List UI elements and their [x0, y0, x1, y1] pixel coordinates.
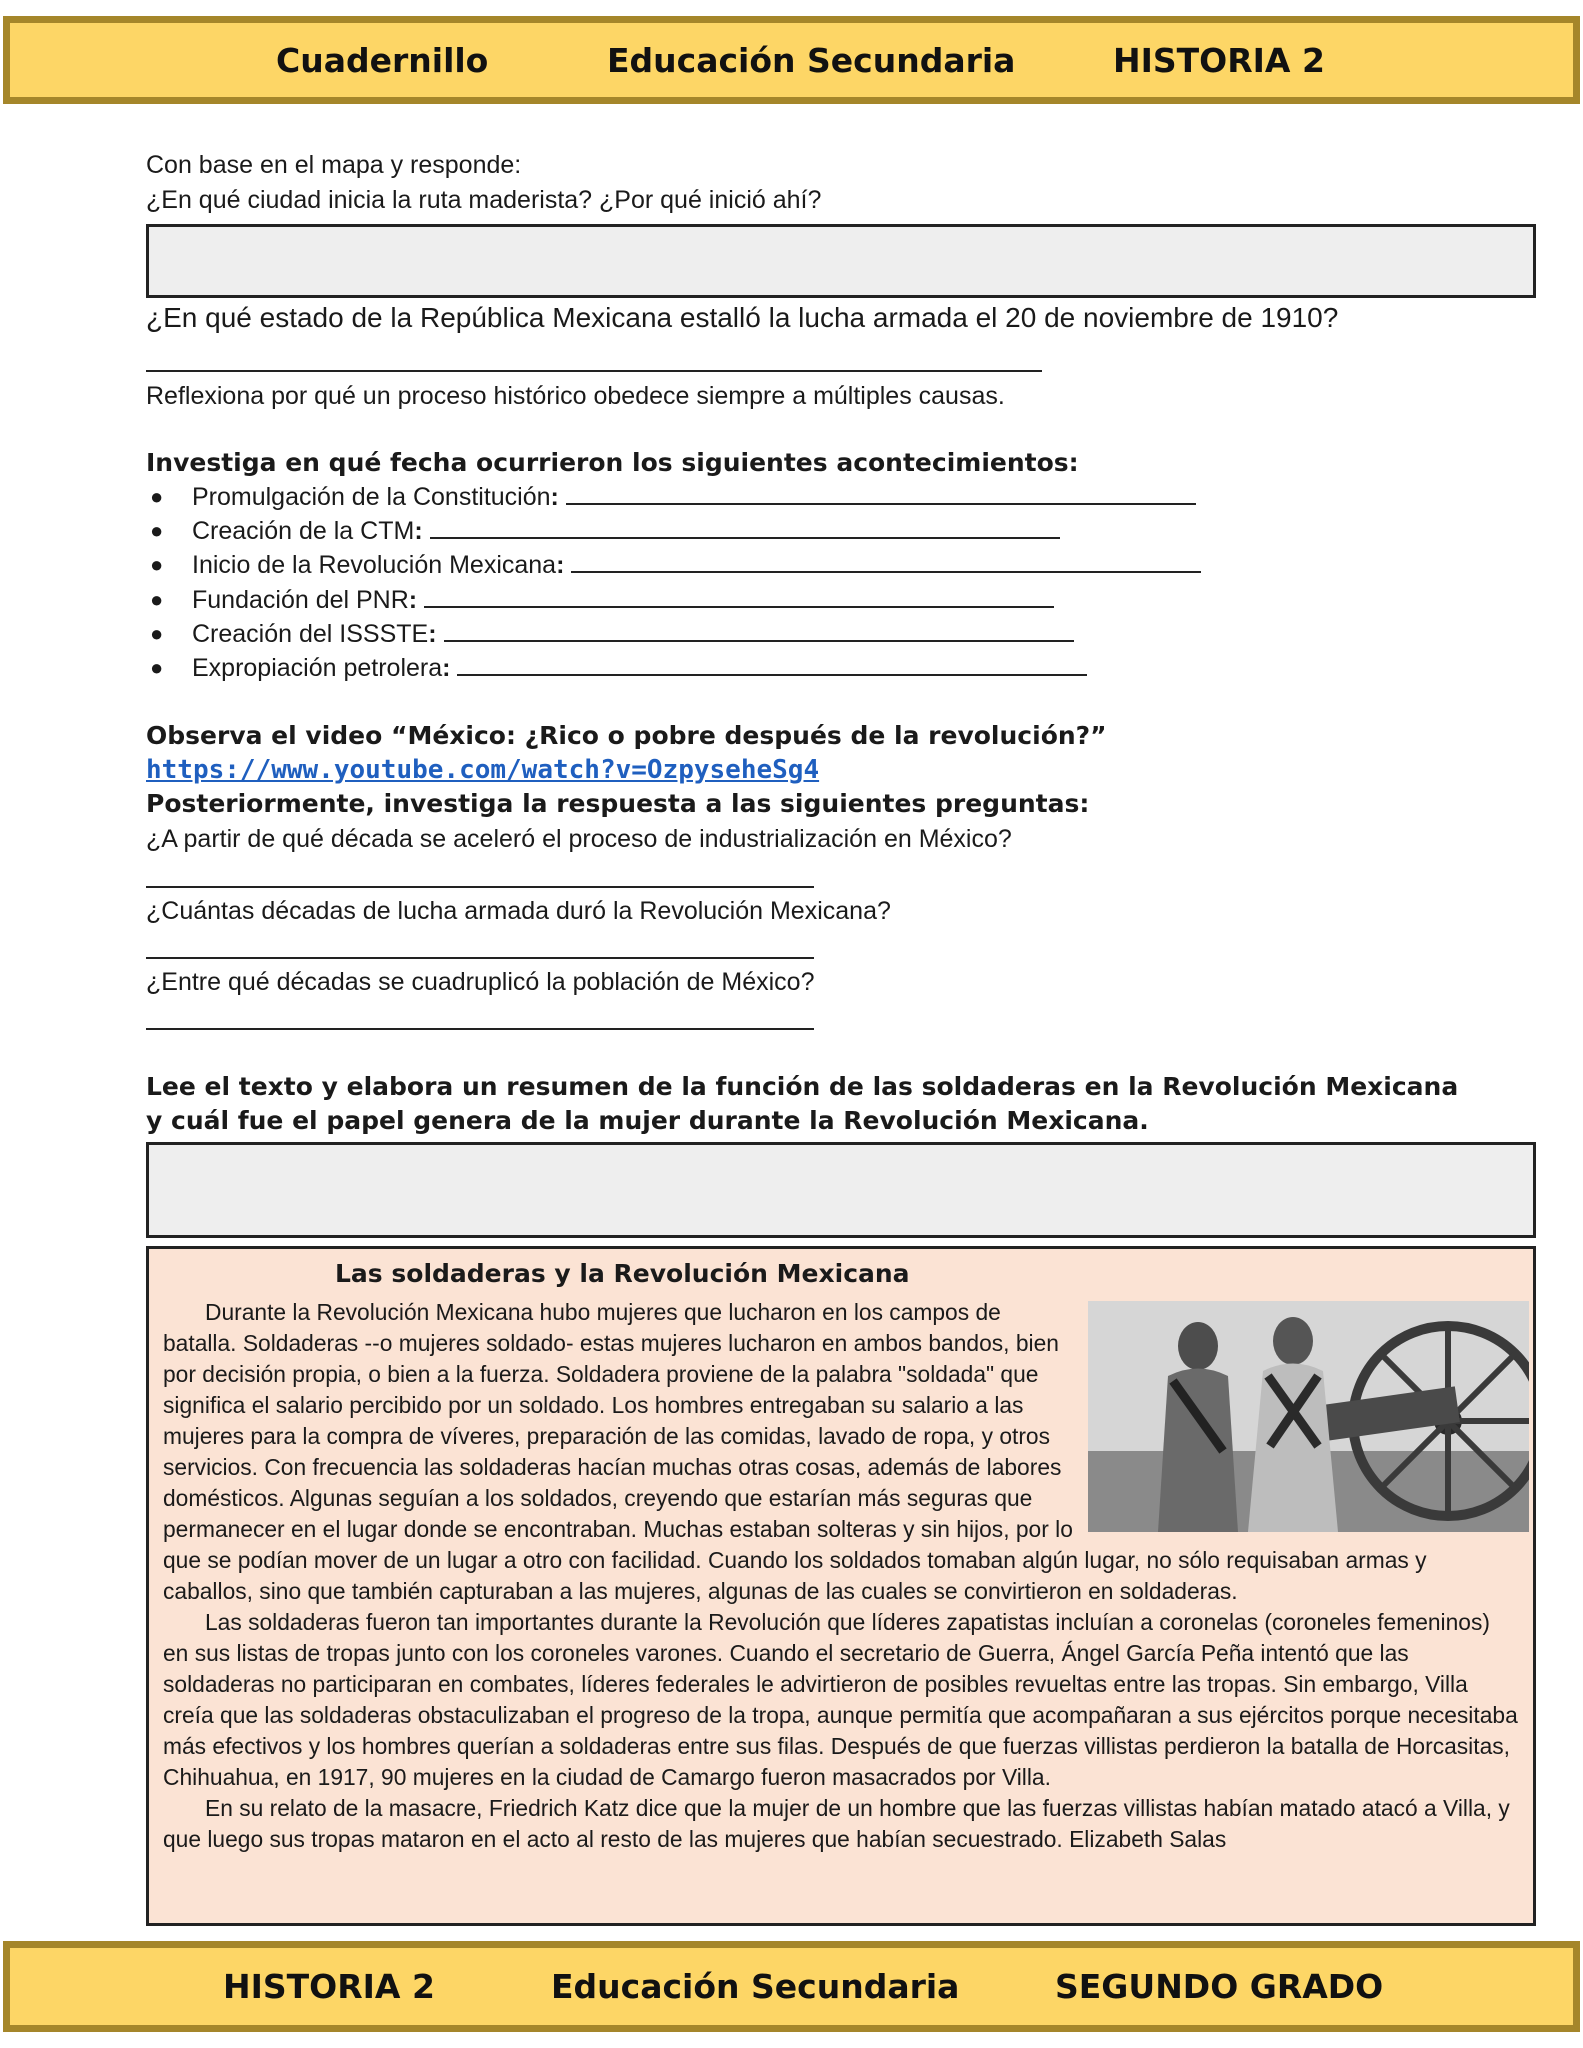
footer-center: Educación Secundaria [551, 1967, 960, 2006]
bullet-icon: ● [150, 518, 164, 543]
header-right: HISTORIA 2 [1113, 40, 1325, 80]
date-answer-line-4[interactable] [424, 584, 1054, 608]
date-item-4: Fundación del PNR: [192, 584, 1054, 616]
answer-line-2[interactable] [146, 338, 1042, 372]
date-item-1: Promulgación de la Constitución: [192, 481, 1196, 513]
date-item-5: Creación del ISSSTE: [192, 618, 1074, 650]
reading-title: Las soldaderas y la Revolución Mexicana [335, 1259, 910, 1288]
map-question-1: ¿En qué ciudad inicia la ruta maderista? ¿Por qué inició ahí? [146, 186, 822, 214]
soldaderas-photo-icon [1088, 1301, 1529, 1532]
bullet-icon: ● [150, 655, 164, 680]
reading-box [146, 1246, 1536, 1926]
video-question-2: ¿Cuántas décadas de lucha armada duró la Revolución Mexicana? [146, 897, 891, 925]
reading-paragraph-1: Durante la Revolución Mexicana hubo mujeres que lucharon en los campos de batalla. Soldaderas --o mujeres soldado- estas mujeres lucharon en ambos bandos, bien por decisión propia, o bien a la fuerza. Soldadera proviene de la palabra "soldada" que significa el salario percibido por un soldado. Los hombres entregaban su salario a las mujeres para la compra de víveres, preparación de las comidas, lavado de ropa, y otros servicios. Con frecuencia las soldaderas hacían muchas otras cosas, además de labores domésticos. Algunas seguían a los soldados, creyendo que estarían más seguras que permanecer en el lugar donde se encontraban. Muchas estaban solteras y sin hijos, por lo que se podían mover de un lugar a otro con facilidad. Cuando los soldados tomaban algún lugar, no sólo requisaban armas y caballos, sino que también capturaban a las mujeres, algunas de las cuales se convirtieron en soldaderas. [163, 1299, 1427, 1604]
date-answer-line-6[interactable] [457, 652, 1087, 676]
date-answer-line-5[interactable] [444, 618, 1074, 642]
dates-title: Investiga en qué fecha ocurrieron los siguientes acontecimientos: [146, 448, 1079, 477]
answer-box-1[interactable] [146, 224, 1536, 298]
summary-instruction-2: y cuál fue el papel genera de la mujer durante la Revolución Mexicana. [146, 1106, 1149, 1135]
footer-right: SEGUNDO GRADO [1055, 1967, 1384, 2006]
summary-answer-box[interactable] [146, 1142, 1536, 1238]
page-footer [3, 1941, 1580, 2032]
reading-paragraph-3: En su relato de la masacre, Friedrich Katz dice que la mujer de un hombre que las fuerzas villistas habían matado atacó a Villa, y que luego sus tropas mataron en el acto al resto de las mujeres que habían secuestrado. Elizabeth Salas [163, 1795, 1510, 1852]
video-answer-line-2[interactable] [146, 929, 814, 959]
map-question-2: ¿En qué estado de la República Mexicana estalló la lucha armada el 20 de noviembre de 1910? [146, 302, 1339, 333]
reading-paragraph-2: Las soldaderas fueron tan importantes durante la Revolución que líderes zapatistas incluían a coronelas (coroneles femeninos) en sus listas de tropas junto con los coroneles varones. Cuando el secretario de Guerra, Ángel García Peña intentó que las soldaderas no participaran en combates, líderes federales le advirtieron de posibles revueltas entre las tropas. Sin embargo, Villa creía que las soldaderas obstaculizaban el progreso de la tropa, aunque permitía que acompañaran a sus ejércitos porque necesitaba más efectivos y los hombres querían a soldaderas entre sus filas. Después de que fuerzas villistas perdieron la batalla de Horcasitas, Chihuahua, en 1917, 90 mujeres en la ciudad de Camargo fueron masacrados por Villa. [163, 1609, 1518, 1790]
bullet-icon: ● [150, 552, 164, 577]
date-item-2: Creación de la CTM: [192, 515, 1060, 547]
bullet-icon: ● [150, 621, 164, 646]
map-intro: Con base en el mapa y responde: [146, 151, 522, 179]
video-answer-line-1[interactable] [146, 858, 814, 888]
map-question-3: Reflexiona por qué un proceso histórico obedece siempre a múltiples causas. [146, 382, 1005, 410]
summary-instruction-1: Lee el texto y elabora un resumen de la función de las soldaderas en la Revolución Mexicana [146, 1072, 1459, 1101]
date-answer-line-2[interactable] [430, 515, 1060, 539]
date-item-6: Expropiación petrolera: [192, 652, 1087, 684]
date-answer-line-1[interactable] [566, 481, 1196, 505]
video-question-3: ¿Entre qué décadas se cuadruplicó la población de México? [146, 968, 815, 996]
date-item-3: Inicio de la Revolución Mexicana: [192, 549, 1201, 581]
bullet-icon: ● [150, 484, 164, 509]
header-left: Cuadernillo [276, 40, 489, 80]
video-question-1: ¿A partir de qué década se aceleró el proceso de industrialización en México? [146, 825, 1012, 853]
video-subtitle: Posteriormente, investiga la respuesta a las siguientes preguntas: [146, 789, 1090, 818]
soldaderas-photo [1088, 1301, 1529, 1532]
video-answer-line-3[interactable] [146, 1000, 814, 1030]
header-center: Educación Secundaria [607, 40, 1016, 80]
page-header [3, 16, 1580, 104]
footer-left: HISTORIA 2 [223, 1967, 435, 2006]
video-title: Observa el video “México: ¿Rico o pobre después de la revolución?” [146, 721, 1107, 750]
video-link-row [146, 754, 819, 786]
video-link[interactable]: https://www.youtube.com/watch?v=OzpyseheSg4 [146, 755, 820, 785]
date-answer-line-3[interactable] [571, 549, 1201, 573]
bullet-icon: ● [150, 587, 164, 612]
